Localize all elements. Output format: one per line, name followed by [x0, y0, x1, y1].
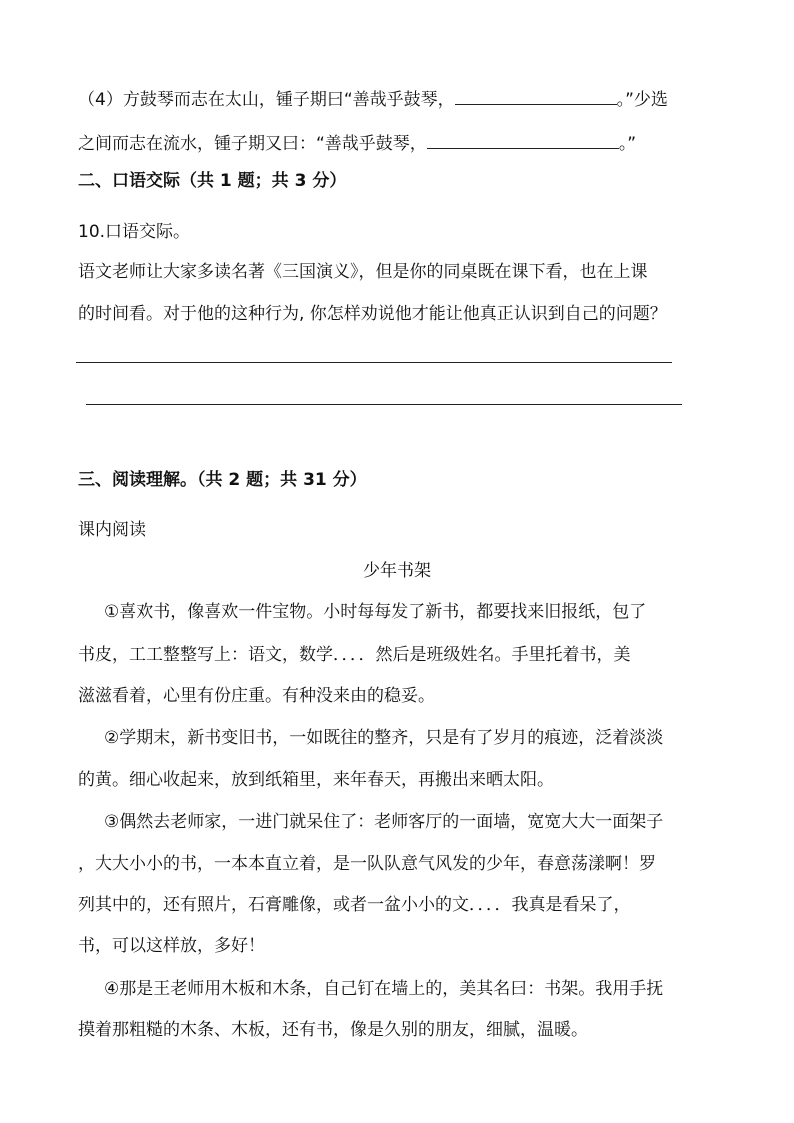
q9-part4-line1-text-a: （4）方鼓琴而志在太山，锺子期曰“善哉乎鼓琴，: [78, 90, 455, 110]
q9-part4-line2-text-a: 之间而志在流水，锺子期又曰：“善哉乎鼓琴，: [78, 134, 427, 154]
passage-line: ①喜欢书，像喜欢一件宝物。小时每每发了新书，都要找来旧报纸，包了: [104, 602, 647, 622]
answer-blank-2[interactable]: [427, 130, 619, 149]
answer-line-1[interactable]: [76, 362, 672, 363]
passage-title: 少年书架: [363, 561, 431, 581]
passage-line: 滋滋看着，心里有份庄重。有种没来由的稳妥。: [78, 686, 435, 706]
q9-part4-line2-text-b: 。”: [618, 134, 637, 154]
passage-line: 的黄。细心收起来，放到纸箱里，来年春天，再搬出来晒太阳。: [78, 770, 554, 790]
passage-line: 书，可以这样放，多好！: [78, 936, 265, 956]
section3-heading: 三、阅读理解。（共 2 题；共 31 分）: [78, 470, 367, 490]
passage-line: ②学期末，新书变旧书，一如既往的整齐，只是有了岁月的痕迹，泛着淡淡: [104, 728, 664, 748]
q10-label: 10.口语交际。: [78, 222, 191, 242]
passage-line: ③偶然去老师家，一进门就呆住了：老师客厅的一面墙，宽宽大大一面架子: [104, 812, 664, 832]
passage-line: ，大大小小的书，一本本直立着，是一队队意气风发的少年，春意荡漾啊！罗: [78, 854, 656, 874]
q9-part4-line1-text-b: 。”少选: [616, 90, 668, 110]
passage-line: ④那是王老师用木板和木条，自己钉在墙上的，美其名曰：书架。我用手抚: [104, 979, 664, 999]
q10-prompt-line2: 的时间看。对于他的这种行为, 你怎样劝说他才能让他真正认识到自己的问题？: [78, 304, 667, 324]
q9-part4-line1: [78, 86, 668, 110]
q9-part4-line2: [78, 130, 636, 154]
answer-blank-1[interactable]: [455, 86, 617, 105]
answer-line-2[interactable]: [86, 404, 682, 405]
section3-sub-label: 课内阅读: [78, 520, 146, 540]
section2-heading: 二、口语交际（共 1 题；共 3 分）: [78, 171, 347, 191]
passage-line: 摸着那粗糙的木条、木板，还有书，像是久别的朋友，细腻，温暖。: [78, 1020, 588, 1040]
passage-line: 书皮，工工整整写上：语文，数学．．．．然后是班级姓名。手里托着书，美: [78, 645, 631, 665]
passage-line: 列其中的，还有照片，石膏雕像，或者一盆小小的文．．．．我真是看呆了，: [78, 895, 631, 915]
q10-prompt-line1: 语文老师让大家多读名著《三国演义》，但是你的同桌既在课下看，也在上课: [78, 262, 648, 282]
